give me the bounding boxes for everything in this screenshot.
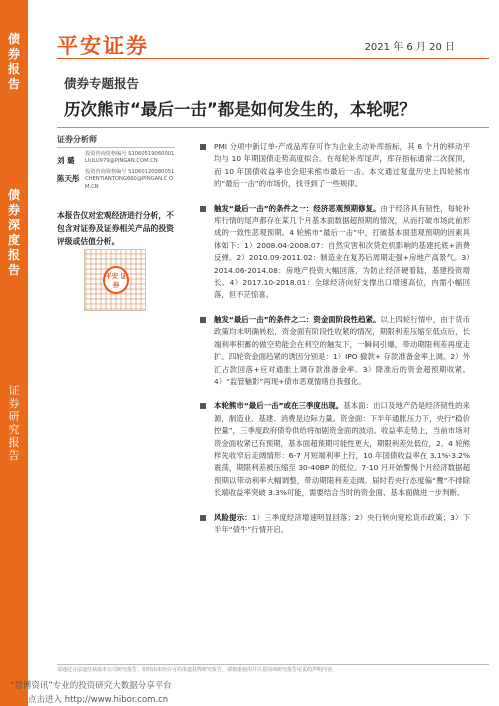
analyst-sidebar [57,134,187,248]
analyst-entry [57,151,187,166]
summary-paragraph [200,400,470,499]
analyst-info: 投资咨询资格编号 S1060519060001 LIULU979@PINGAN.COM.CN [85,151,175,165]
bullet-square-icon [200,515,206,521]
vertical-char: 证 [8,384,20,397]
report-date: 2021 年 6 月 20 日 [364,42,455,53]
qr-code[interactable] [84,249,146,311]
vertical-char: 究 [8,423,20,436]
report-type: 债券专题报告 [64,76,140,91]
report-title: 历次熊市“最后一击”都是如何发生的，本轮呢？ [64,100,416,119]
paragraph-text: 基本面：出口及地产仍是经济韧性的来源，制造业、基建、消费是边际力量。资金面：下半年通胀压力下，央行“稳价控量”，三季度政府债券供给将加剧资金面的波动。收益率走势上，当前市场对资金面收紧已有预期，基本面超预期可能性更大，期限利差处低位，2、4 轮熊样先收窄后走阔情形：6-7 月短端利率上行，10 年国债收益率在 3.1%-3.2%震荡，期限利差被压缩至 30-40BP 的低位。7-10 月开始警惕个月经济数据超预期以带动利率大幅调整，带动期限利差走阔。届时若央行态度偏“鹰”不排除长端收益率突破 3.3%可能，需要结合当时的资金面、基本面做进一步判断。 [214,401,470,498]
vertical-char: 债 [7,32,20,46]
footer-site-link[interactable]: 点击进入 http://www.hibor.com.cn [28,695,169,705]
paragraph-lead: 风险提示： [214,512,252,522]
vertical-char: 告 [7,263,20,277]
footer-divider [57,664,489,665]
vertical-char: 深 [7,218,20,232]
vertical-char: 报 [7,248,20,262]
summary-paragraph [200,512,470,537]
summary-paragraph [200,314,470,388]
vertical-char: 券 [7,47,20,61]
paragraph-lead: 触发“最后一击”的条件之二：资金面阶段性趋紧。 [214,314,381,324]
paragraph-text: PMI 分项中新订单-产成品库存可作为企业主动补库指标，其 6 个月的移动平均与 10 年期国债走势高度拟合。在每轮补库尾声，库存指标通常二次探顶，而 10 年国债收益率也会迎来熊市最后一击。本文通过复盘历史上四轮熊市的“最后一击”的市场价，找寻到了一些规律。 [214,142,470,189]
left-color-bar [0,0,28,706]
header-divider [57,58,489,59]
title-divider [57,127,489,128]
vertical-char: 研 [8,410,20,423]
vertical-char: 告 [8,449,20,462]
footer-note: 请通过合法途径获取本公司研究报告，如经由未经许可的渠道获得研究报告，请慎重使用并注意阅读研究报告尾页的声明内容。 [57,667,338,673]
qr-logo: 平安 证券 [103,266,129,294]
vertical-char: 度 [7,233,20,247]
summary-paragraph [200,141,470,191]
analyst-name: 陈天彤 [57,174,80,183]
bullet-square-icon [200,206,206,212]
footer-brand: “慧博资讯”专业的投资研究大数据分享平台 [10,681,172,691]
bullet-square-icon [200,144,206,150]
analyst-info: 投资咨询资格编号 S1060120080051 CHENTIANTONG660@PINGAN.C OM.CN [85,169,175,190]
paragraph-lead: 本轮熊市“最后一击”或在三季度出现。 [214,401,344,411]
analyst-entry [57,169,187,191]
paragraph-lead: 触发“最后一击”的条件之一：经济恶观预期修复。 [214,203,381,213]
vertical-label-deep-report [0,188,28,278]
vertical-char: 告 [7,77,20,91]
company-logo: 平安证券 [57,34,149,58]
vertical-label-bond-report [0,32,28,92]
vertical-char: 券 [7,203,20,217]
vertical-char: 债 [7,188,20,202]
vertical-char: 报 [7,62,20,76]
summary-paragraph [200,203,470,302]
bullet-square-icon [200,317,206,323]
analysis-disclaimer: 本报告仅对宏观经济进行分析，不包含对证券及证券相关产品的投资评级或估值分析。 [57,211,174,247]
analyst-name: 刘 璐 [57,156,75,165]
bullet-square-icon [200,403,206,409]
vertical-char: 报 [8,436,20,449]
vertical-label-securities-research [0,384,28,462]
analyst-heading: 证券分析师 [57,134,175,148]
paragraph-text: 以上四轮行情中，由于货币政策均未明确转松，资金面有阶段性收紧的情况，期限利差压缩至低点后，长端利率积蓄的做空势能会在利空的触发下，一瞬间引爆，带动期限利差再度走扩。四轮资金面趋紧的诱因分别是：1）IPO 撤款+ 存款准备金率上调。2）外汇占款回落+应对通胀上调存款准备金率。3）降准后的资金超预期收紧。4）“监管魅影”再现+债市恶观情绪自我强化。 [214,314,470,386]
summary-body [200,141,470,548]
paragraph-text: 由于经济具有韧性，每轮补库行情的尾声都存在某几个月基本面数据超预期的情况，从而打破市场此前形成的一致性悲观预期。4 轮熊市“最后一击”中，打破基本面悲观预期的因素具体如下：1）2008.04-2008.07：自然灾害和次贷危机影响的基建托底+消费反弹。2）2010.09-2011.02：制造业在复苏后周期走强+房地产高景气。3）2014.06-2014.08：房地产投资大幅回落，为防止经济硬着陆，基建投资增长。4）2017.10-2018.01：全球经济向好支撑出口增速高位，内需小幅回落，但不茫惊喜。 [214,203,470,300]
vertical-char: 券 [8,397,20,410]
paragraph-text: 1）三季度经济增速明显回落；2）央行转向宽松货币政策；3）下半年“债牛”行情开启。 [214,512,470,534]
